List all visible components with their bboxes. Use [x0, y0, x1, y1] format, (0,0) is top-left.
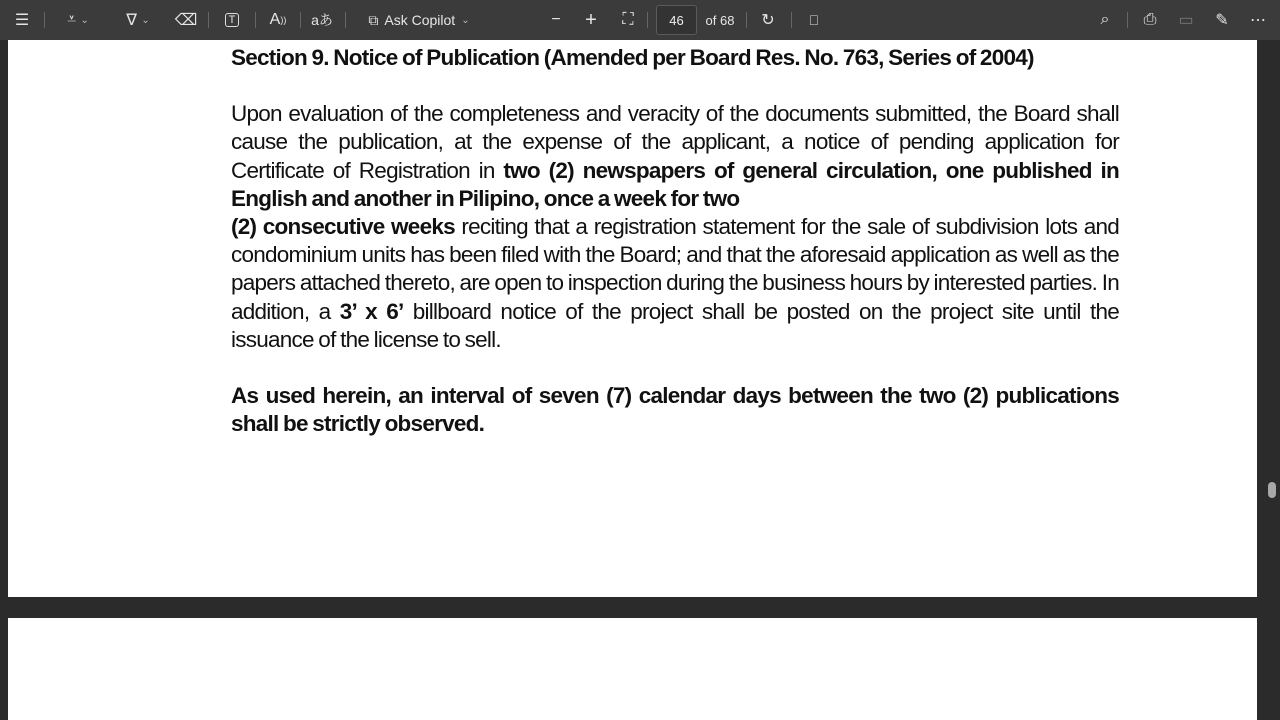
- ask-copilot-button[interactable]: [356, 0, 482, 40]
- fit-page-icon[interactable]: ⛶: [622, 11, 634, 28]
- scrollbar-thumb[interactable]: [1268, 482, 1276, 498]
- divider: [44, 12, 45, 28]
- contents-icon[interactable]: ☰: [14, 12, 30, 29]
- divider: [647, 12, 648, 28]
- page-content: [231, 44, 1119, 466]
- bold-text-run: (2) consecutive weeks: [231, 214, 455, 240]
- divider: [746, 12, 747, 28]
- toolbar: [0, 0, 1280, 40]
- highlight-button[interactable]: [54, 0, 102, 40]
- paragraph-notice: [231, 100, 1119, 354]
- section-heading: Section 9. Notice of Publication (Amended per Board Res. No. 763, Series of 2004): [231, 45, 1034, 70]
- bold-text-run: 3’ x 6’: [339, 298, 404, 324]
- text-run: billboard notice of the project shall be posted on the project site until the issuance of the license to sell.: [231, 298, 1120, 352]
- text-run: Upon evaluation of the completeness and veracity of the documents submitted, the Board shall cause the publication, at the expense of the applicant, a notice of pending application for Certificate of Registration in: [231, 101, 1119, 183]
- paragraph-interval: As used herein, an interval of seven (7) calendar days between the two (2) publications shall be strictly observed.: [231, 383, 1119, 437]
- highlight-icon: ⩡: [67, 11, 77, 28]
- divider: [345, 12, 346, 28]
- print-icon[interactable]: ⎙: [1143, 11, 1157, 28]
- text-box-icon[interactable]: T: [220, 0, 244, 40]
- read-aloud-icon[interactable]: A )): [269, 11, 287, 28]
- zoom-out-icon[interactable]: −: [551, 11, 561, 28]
- divider: [791, 12, 792, 28]
- divider: [1127, 12, 1128, 28]
- draw-icon: ∇: [126, 12, 137, 29]
- pdf-page-47: [8, 618, 1257, 720]
- ask-copilot-label: Ask Copilot: [384, 12, 456, 28]
- save-icon[interactable]: ▭: [1178, 12, 1194, 29]
- chevron-down-icon: ⌄: [461, 14, 470, 26]
- page-view-icon[interactable]: ⎕: [809, 11, 819, 28]
- eraser-icon[interactable]: ⌫: [174, 12, 198, 29]
- page-total: of 68: [705, 12, 735, 28]
- bold-text-run: two (2) newspapers of general circulation, one published in English and another in Pilipino, once a week for two: [231, 157, 1119, 211]
- page-number-input[interactable]: 46: [656, 5, 697, 35]
- save-as-icon[interactable]: ✎: [1215, 12, 1229, 29]
- text-run: reciting that a registration statement for the sale of subdivision lots and condominium units has been filed with the Board; and that the aforesaid application as well as the papers attached thereto, are open to inspection during the business hours by interested parties. In addition, a: [231, 214, 1119, 324]
- divider: [255, 12, 256, 28]
- chevron-down-icon: ⌄: [141, 14, 150, 26]
- zoom-in-icon[interactable]: +: [585, 8, 597, 31]
- chevron-down-icon: ⌄: [80, 14, 89, 26]
- translate-icon[interactable]: aあ: [311, 12, 333, 28]
- draw-button[interactable]: [114, 0, 162, 40]
- rotate-icon[interactable]: ↻: [761, 12, 775, 29]
- more-icon[interactable]: ⋯: [1250, 12, 1266, 29]
- divider: [300, 12, 301, 28]
- divider: [208, 12, 209, 28]
- copilot-icon: ⧉: [368, 11, 379, 28]
- search-icon[interactable]: ⌕: [1100, 11, 1110, 28]
